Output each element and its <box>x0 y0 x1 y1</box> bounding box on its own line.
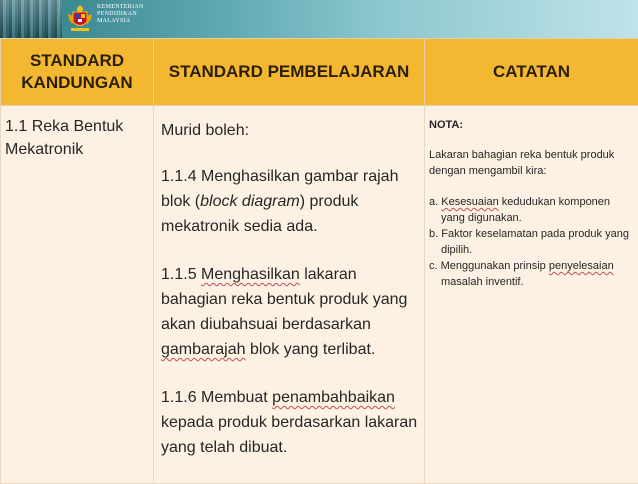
content-standard-cell <box>1 106 154 484</box>
curriculum-table <box>0 38 638 484</box>
top-banner <box>0 0 638 38</box>
s116-underlined: penambahbaikan <box>272 389 395 406</box>
s115-text-a: 1.1.5 <box>161 266 201 283</box>
learning-item-1-1-4 <box>161 164 420 239</box>
notes-intro: Lakaran bahagian reka bentuk produk dengan mengambil kira: <box>429 147 634 179</box>
header-row <box>1 39 638 106</box>
notes-a-post: kedudukan komponen yang digunakan. <box>441 196 610 224</box>
ministry-line-3: MALAYSIA <box>97 18 157 25</box>
s115-underlined-1: Menghasilkan <box>201 266 300 283</box>
notes-item-b: b. Faktor keselamatan pada produk yang dipilih. <box>429 226 634 258</box>
notes-c-pre: c. Menggunakan prinsip <box>429 260 549 272</box>
notes-c-post: masalah inventif. <box>441 276 524 288</box>
learning-intro: Murid boleh: <box>161 118 420 143</box>
notes-a-pre: a. <box>429 196 441 208</box>
header-standard-pembelajaran: STANDARD PEMBELAJARAN <box>154 39 425 106</box>
s115-text-b: lakaran bahagian reka bentuk produk yang akan diubahsuai berdasarkan <box>161 266 407 333</box>
ministry-name <box>97 4 157 25</box>
learning-standard-cell <box>154 106 425 484</box>
coat-of-arms-icon <box>64 2 96 34</box>
s115-text-c: blok yang terlibat. <box>246 341 376 358</box>
notes-a-underlined: Kesesuaian <box>441 196 499 208</box>
s114-text-a: 1.1.4 Menghasilkan gambar rajah blok ( <box>161 168 398 210</box>
learning-item-1-1-5 <box>161 262 420 362</box>
ministry-line-1: KEMENTERIAN <box>97 4 157 11</box>
notes-title: NOTA: <box>429 117 634 133</box>
header-standard-kandungan: STANDARD KANDUNGAN <box>1 39 154 106</box>
header-catatan: CATATAN <box>425 39 638 106</box>
ministry-line-2: PENDIDIKAN <box>97 11 157 18</box>
notes-item-c <box>429 258 634 290</box>
notes-c-underlined: penyelesaian <box>549 260 614 272</box>
s116-text-a: 1.1.6 Membuat <box>161 389 272 406</box>
content-row <box>1 106 638 484</box>
s114-text-b: ) produk mekatronik sedia ada. <box>161 193 358 235</box>
s115-underlined-2: gambarajah <box>161 341 246 358</box>
learning-item-1-1-6 <box>161 385 420 460</box>
building-shade <box>0 0 62 38</box>
s116-text-b: kepada produk berdasarkan lakaran yang telah dibuat. <box>161 414 417 456</box>
content-standard-text: 1.1 Reka Bentuk Mekatronik <box>1 106 153 161</box>
s114-italic: block diagram <box>200 193 300 210</box>
notes-cell <box>425 106 638 484</box>
notes-item-a <box>429 194 634 226</box>
